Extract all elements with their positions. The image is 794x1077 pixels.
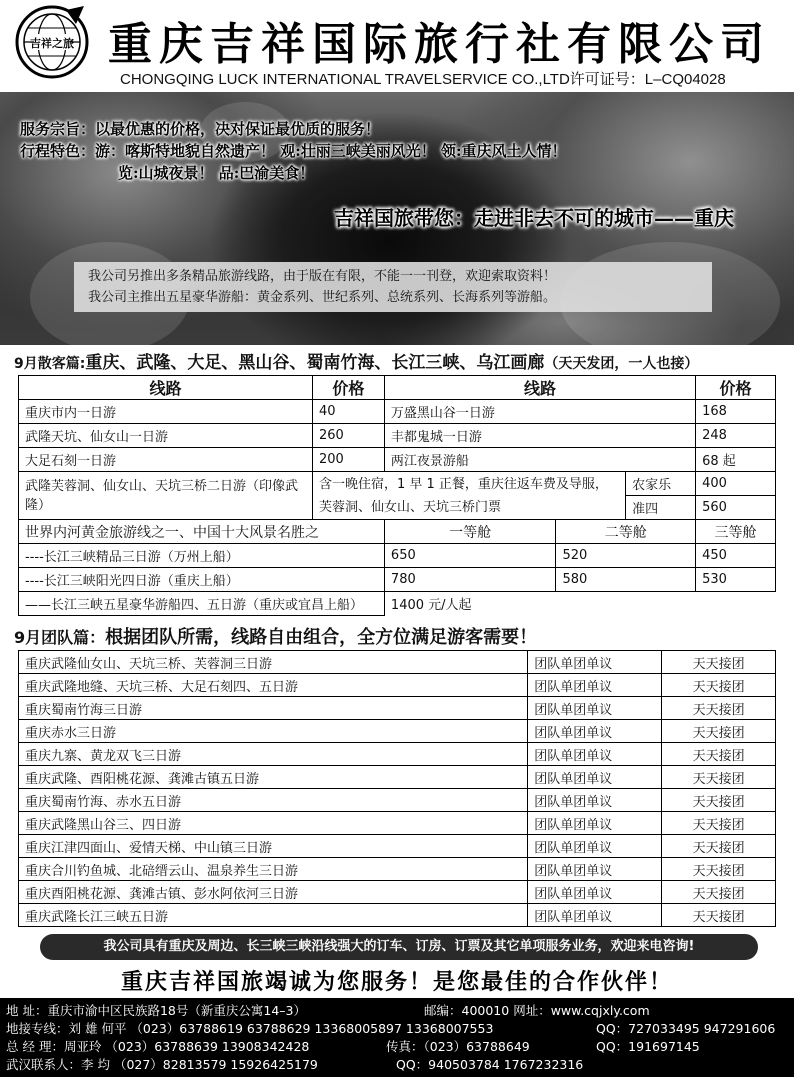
group-route-cell: 重庆武隆仙女山、天坑三桥、芙蓉洞三日游 — [19, 651, 528, 674]
closing-slogan: 重庆吉祥国旅竭诚为您服务！是您最佳的合作伙伴！ — [120, 969, 673, 995]
contact-row-local — [6, 1019, 788, 1037]
notice-line-2: 我公司主推出五星豪华游船：黄金系列、世纪系列、总统系列、长海系列等游船。 — [88, 290, 557, 305]
cruise-row — [19, 544, 776, 568]
luxury-cruise-row — [19, 592, 776, 616]
wuhan-contact: 武汉联系人：李 均 （027）82813579 15926425179 — [6, 1057, 318, 1072]
group-tours-table — [18, 650, 776, 927]
group-price-cell: 团队单团单议 — [528, 835, 662, 858]
notice-line-1: 我公司另推出多条精品旅游线路，由于版在有限，不能一一刊登，欢迎索取资料！ — [88, 269, 557, 284]
price-cell: 260 — [312, 424, 384, 448]
group-price-cell: 团队单团单议 — [528, 651, 662, 674]
header-price-2: 价格 — [696, 376, 776, 400]
page-header — [0, 0, 794, 92]
header-price-1: 价格 — [312, 376, 384, 400]
contact-row-address — [6, 1001, 788, 1019]
group-schedule-cell: 天天接团 — [662, 835, 776, 858]
table-row — [19, 904, 776, 927]
group-price-cell: 团队单团单议 — [528, 697, 662, 720]
group-schedule-cell: 天天接团 — [662, 904, 776, 927]
price-cell: 200 — [312, 448, 384, 472]
table-row — [19, 720, 776, 743]
group-price-cell: 团队单团单议 — [528, 904, 662, 927]
table-row — [19, 835, 776, 858]
group-route-cell: 重庆武隆长江三峡五日游 — [19, 904, 528, 927]
address: 地 址：重庆市渝中区民族路18号（新重庆公寓14–3） — [6, 1003, 306, 1018]
group-route-cell: 重庆酉阳桃花源、龚滩古镇、彭水阿依河三日游 — [19, 881, 528, 904]
group-schedule-cell: 天天接团 — [662, 858, 776, 881]
price-cell: 68 起 — [696, 448, 776, 472]
cruise-class-2: 二等舱 — [556, 520, 696, 544]
header-route-2: 线路 — [384, 376, 695, 400]
banner-slogan: 吉祥国旅带您：走进非去不可的城市——重庆 — [334, 206, 734, 230]
group-schedule-cell: 天天接团 — [662, 651, 776, 674]
cruise-header-row — [19, 520, 776, 544]
price-cell: 168 — [696, 400, 776, 424]
group-route-cell: 重庆蜀南竹海三日游 — [19, 697, 528, 720]
table-row — [19, 424, 776, 448]
route-cell: 丰都鬼城一日游 — [384, 424, 695, 448]
cruise-route: ----长江三峡精品三日游（万州上船） — [19, 544, 385, 568]
company-name-en: CHONGQING LUCK INTERNATIONAL TRAVELSERVICE CO.,LTD许可证号：L–CQ04028 — [120, 71, 726, 88]
header-route-1: 线路 — [19, 376, 313, 400]
cruise-price-1: 780 — [384, 568, 556, 592]
cruise-class-1: 一等舱 — [384, 520, 556, 544]
logo-text: 吉祥之旅 — [30, 37, 74, 50]
route-cell: 万盛黑山谷一日游 — [384, 400, 695, 424]
section1-lead: 9月散客篇: — [14, 356, 86, 372]
contact-row-manager — [6, 1037, 788, 1055]
luxury-route: ——长江三峡五星豪华游船四、五日游（重庆或宜昌上船） — [19, 592, 385, 616]
price-cell: 248 — [696, 424, 776, 448]
special-desc-cell — [312, 472, 625, 520]
cruise-class-3: 三等舱 — [696, 520, 776, 544]
cruise-price-3: 530 — [696, 568, 776, 592]
section2-main: 根据团队所需，线路自由组合，全方位满足游客需要！ — [105, 627, 538, 648]
table-row — [19, 812, 776, 835]
section2-lead: 9月团队篇： — [14, 628, 106, 647]
group-route-cell: 重庆赤水三日游 — [19, 720, 528, 743]
price-cell: 40 — [312, 400, 384, 424]
group-schedule-cell: 天天接团 — [662, 766, 776, 789]
cruise-title: 世界内河黄金旅游线之一、中国十大风景名胜之 — [19, 520, 385, 544]
table-header-row — [19, 376, 776, 400]
table-row — [19, 651, 776, 674]
group-schedule-cell: 天天接团 — [662, 812, 776, 835]
general-manager: 总 经 理：周亚玲 （023）63788639 13908342428 — [6, 1039, 310, 1054]
group-price-cell: 团队单团单议 — [528, 743, 662, 766]
group-schedule-cell: 天天接团 — [662, 789, 776, 812]
special-price-2: 560 — [696, 496, 776, 520]
section1-main: 重庆、武隆、大足、黑山谷、蜀南竹海、长江三峡、乌江画廊 — [85, 353, 545, 373]
group-route-cell: 重庆蜀南竹海、赤水五日游 — [19, 789, 528, 812]
route-cell: 两江夜景游船 — [384, 448, 695, 472]
route-cell: 重庆市内一日游 — [19, 400, 313, 424]
special-option-2: 准四 — [626, 496, 696, 520]
wuhan-qq: QQ：940503784 1767232316 — [396, 1057, 584, 1072]
special-price-1: 400 — [696, 472, 776, 496]
special-desc-line-1: 含一晚住宿，1 早 1 正餐，重庆往返车费及导服， — [318, 476, 608, 492]
contact-block — [0, 998, 794, 1077]
company-logo-icon — [14, 4, 90, 80]
table-row — [19, 858, 776, 881]
notice-box — [74, 262, 712, 312]
section-heading-group — [14, 623, 537, 649]
cruise-price-2: 580 — [556, 568, 696, 592]
group-route-cell: 重庆九寨、黄龙双飞三日游 — [19, 743, 528, 766]
group-route-cell: 重庆江津四面山、爱情天梯、中山镇三日游 — [19, 835, 528, 858]
route-cell: 武隆天坑、仙女山一日游 — [19, 424, 313, 448]
banner — [0, 92, 794, 345]
section1-tail: （天天发团，一人也接） — [544, 356, 699, 372]
postcode-website: 邮编：400010 网址：www.cqjxly.com — [424, 1003, 650, 1018]
cruise-route: ----长江三峡阳光四日游（重庆上船） — [19, 568, 385, 592]
table-row-special — [19, 472, 776, 496]
group-schedule-cell: 天天接团 — [662, 743, 776, 766]
group-price-cell: 团队单团单议 — [528, 674, 662, 697]
group-schedule-cell: 天天接团 — [662, 720, 776, 743]
services-bar: 我公司具有重庆及周边、长三峡三峡沿线强大的订车、订房、订票及其它单项服务业务，欢迎来电咨询! — [40, 934, 758, 960]
table-row — [19, 881, 776, 904]
cruise-row — [19, 568, 776, 592]
table-row — [19, 697, 776, 720]
contact-row-wuhan — [6, 1055, 788, 1073]
table-row — [19, 400, 776, 424]
special-desc-line-2: 芙蓉洞、仙女山、天坑三桥门票 — [318, 499, 501, 515]
group-route-cell: 重庆合川钓鱼城、北碚缙云山、温泉养生三日游 — [19, 858, 528, 881]
cruise-price-3: 450 — [696, 544, 776, 568]
group-price-cell: 团队单团单议 — [528, 858, 662, 881]
section-heading-individual — [14, 348, 698, 373]
special-route-cell: 武隆芙蓉洞、仙女山、天坑三桥二日游（印像武隆） — [19, 472, 313, 520]
group-schedule-cell: 天天接团 — [662, 674, 776, 697]
individual-tours-table — [18, 375, 776, 616]
cruise-price-1: 650 — [384, 544, 556, 568]
local-qq: QQ：727033495 947291606 — [596, 1021, 776, 1036]
route-cell: 大足石刻一日游 — [19, 448, 313, 472]
table-row — [19, 766, 776, 789]
company-name-cn: 重庆吉祥国际旅行社有限公司 — [108, 19, 771, 70]
group-schedule-cell: 天天接团 — [662, 697, 776, 720]
group-route-cell: 重庆武隆、酉阳桃花源、龚滩古镇五日游 — [19, 766, 528, 789]
group-route-cell: 重庆武隆地缝、天坑三桥、大足石刻四、五日游 — [19, 674, 528, 697]
group-price-cell: 团队单团单议 — [528, 720, 662, 743]
manager-qq: QQ：191697145 — [596, 1039, 700, 1054]
itinerary-features: 行程特色：游：喀斯特地貌自然遗产！ 观:壮丽三峡美丽风光！ 领:重庆风土人情！ — [20, 142, 567, 160]
table-row — [19, 789, 776, 812]
table-row — [19, 743, 776, 766]
group-price-cell: 团队单团单议 — [528, 881, 662, 904]
service-tenet: 服务宗旨：以最优惠的价格，决对保证最优质的服务！ — [20, 120, 381, 138]
special-option-1: 农家乐 — [626, 472, 696, 496]
fax: 传真：（023）63788649 — [386, 1039, 530, 1054]
group-price-cell: 团队单团单议 — [528, 766, 662, 789]
group-schedule-cell: 天天接团 — [662, 881, 776, 904]
group-route-cell: 重庆武隆黑山谷三、四日游 — [19, 812, 528, 835]
itinerary-features-cont: 览:山城夜景！ 品:巴渝美食！ — [118, 164, 315, 182]
table-row — [19, 448, 776, 472]
table-row — [19, 674, 776, 697]
luxury-price: 1400 元/人起 — [384, 592, 775, 616]
group-price-cell: 团队单团单议 — [528, 789, 662, 812]
cruise-price-2: 520 — [556, 544, 696, 568]
group-price-cell: 团队单团单议 — [528, 812, 662, 835]
local-hotline: 地接专线：刘 雄 何平 （023）63788619 63788629 13368005897 13368007553 — [6, 1021, 494, 1036]
